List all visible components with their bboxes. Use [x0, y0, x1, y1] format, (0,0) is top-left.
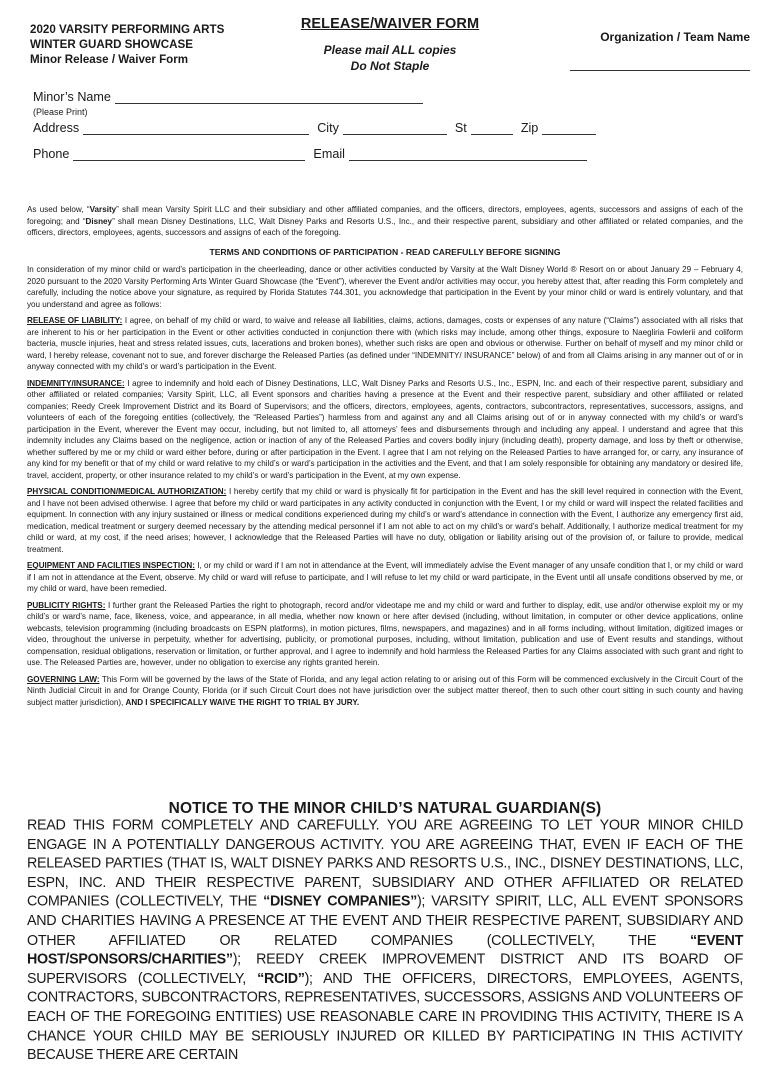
equipment-heading: EQUIPMENT AND FACILITIES INSPECTION: [27, 561, 195, 570]
notice-body [27, 816, 743, 1065]
publicity-text: I further grant the Released Parties the right to photograph, record and/or videotape me and my child or ward and further to display, edit, use and/or otherwise exploit my or my child’s or ward’s name, face, likeness, voice, and appearance, in all media, whether now known or here after devised (including, without limitation, in computer or other device applications, online webcasts, television programming (including broadcasts on ESPN platforms), in motion pictures, films, newspapers, and magazines) and in all forms including, without limitation, digitized images or video, throughout the universe in perpetuity, whether for advertising, publicity, or promotional purposes, including, without limitation, publication and use of Event results and standings, without compensation, residual obligations, reservation or limitation, or further approval, and I agree to indemnify and hold harmless the Released Parties for any Claims associated with such grant and right to use. The Released Parties are, however, under no obligation to exercise any rights granted herein. [27, 600, 743, 667]
header-form-type: Minor Release / Waiver Form [30, 53, 189, 66]
indemnity-section [27, 378, 743, 482]
notice-rcid: “RCID” [257, 970, 305, 987]
zip-field[interactable] [542, 123, 596, 135]
terms-heading: TERMS AND CONDITIONS OF PARTICIPATION - READ CAREFULLY BEFORE SIGNING [209, 247, 561, 257]
indemnity-heading: INDEMNITY/INSURANCE: [27, 378, 125, 388]
notice-title: NOTICE TO THE MINOR CHILD’S NATURAL GUARDIAN(S) [168, 800, 602, 817]
please-print-note: (Please Print) [33, 107, 88, 117]
release-section [27, 315, 743, 373]
varsity-term: Varsity [89, 205, 117, 214]
definitions-text-1: As used below, “ [27, 205, 90, 214]
header-event-subtitle: WINTER GUARD SHOWCASE [30, 38, 193, 51]
no-staple-note: Do Not Staple [350, 59, 430, 73]
state-field[interactable] [471, 123, 513, 135]
publicity-section [27, 600, 743, 669]
header-event-year-title: 2020 VARSITY PERFORMING ARTS [30, 23, 225, 36]
zip-label: Zip [520, 121, 539, 135]
email-field[interactable] [349, 149, 587, 161]
physical-text: I hereby certify that my child or ward is physically fit for participation in the Event and has the skill level required in connection with the Event, and I have not been advised otherwise. I agree that before my child or ward participates in any activity conducted in conjunction with the Event, I or my child or ward will inspect the related facilities and equipment. In connection with any injury sustained or illness or medical conditions experienced during my child’s or ward’s attendance in connection with the Event, I authorize any emergency first aid, medication, medical treatment or surgery deemed necessary by the attending medical personnel if I am not able to act on my child’s or ward’s behalf. Additionally, I authorize medical treatment for my child or ward, at my cost, if the need arises; however, I acknowledge that the Released Parties will have no duty, obligation or liability arising out of the provision of, or failure to provide, medical treatment. [27, 487, 743, 554]
notice-disney-companies: “DISNEY COMPANIES” [263, 893, 417, 911]
address-field[interactable] [83, 123, 309, 135]
city-field[interactable] [343, 123, 447, 135]
definitions-text-3: ” shall mean Disney Destinations, LLC, Walt Disney Parks and Resorts U.S., Inc., and their respective parent, subsidiary and other affiliated or related companies, and the officers, directors, employees, agents, successors and assigns of each of the foregoing. [27, 216, 743, 237]
address-label: Address [33, 121, 80, 135]
phone-label: Phone [33, 147, 70, 161]
header-form-title-block [270, 16, 510, 74]
minor-name-field[interactable] [115, 92, 423, 104]
form-title: RELEASE/WAIVER FORM [300, 16, 480, 32]
intro-paragraph: In consideration of my minor child or ward’s participation in the cheerleading, dance or other activities conducted by Varsity at the Walt Disney World ® Resort on or about January 29 – February 4, 2020 pursuant to the 2020 Varsity Performing Arts Winter Guard Showcase (the “Event”), wherever the Event and/or activities may occur, you hereby attest that, after reading this Form completely and carefully, including the notice above your signature, as required by Florida Statutes 744.301, you acknowledge that participation in the Event by your minor child or ward is entirely voluntary, and that you understand and agree as follows: [27, 265, 743, 309]
definitions-text-2: ” shall mean Varsity Spirit LLC and their subsidiary and other affiliated companies, and the officers, directors, employees, agents, successors and assigns of each of the foregoing; and “ [27, 205, 743, 226]
equipment-section [27, 560, 743, 595]
disney-term: Disney [85, 216, 113, 226]
state-label: St [454, 121, 467, 135]
notice-text-3: ); REEDY CREEK IMPROVEMENT DISTRICT AND ITS BOARD OF SUPERVISORS (COLLECTIVELY, [27, 951, 743, 987]
definitions-paragraph [27, 204, 743, 239]
publicity-heading: PUBLICITY RIGHTS: [27, 600, 106, 610]
governing-section [27, 674, 743, 709]
equipment-text: I, or my child or ward if I am not in attendance at the Event, will immediately advise the Event manager of any unsafe condition that I, or my child or ward if I am not in attendance at the Event, observe. My child or ward will refuse to participate, and I will refuse to let my child or ward participate, in the Event until all unsafe conditions observed by me, or my child or ward, have been remedied. [27, 561, 743, 593]
release-text: I agree, on behalf of my child or ward, to waive and release all liabilities, claims, actions, damages, costs or expenses of any nature (“Claims”) associated with all risks that are inherent to his or her participation in the Event or other activities conducted in conjunction there with (which risks may include, among other things, exposure to Naegliria Fowlerii and coliform bacteria, muscle injuries, heat and stress related issues, cuts, lacerations and broken bones), whether such risks are open and obvious or otherwise. Further on behalf of myself and my minor child or ward, I hereby release, covenant not to sue, and forever discharge the Released Parties (as defined under “INDEMNITY/ INSURANCE” below) of and from all Claims arising in any manner out of or in anyway connected with my child’s or ward’s participation in the Event. [27, 316, 743, 371]
minor-name-label: Minor’s Name [33, 90, 111, 104]
mail-copies-note: Please mail ALL copies [323, 43, 457, 57]
terms-body [27, 264, 743, 713]
organization-name-field[interactable] [570, 70, 750, 71]
notice-text-1: READ THIS FORM COMPLETELY AND CAREFULLY. YOU ARE AGREEING TO LET YOUR MINOR CHILD ENGAGE IN A POTENTIALLY DANGEROUS ACTIVITY. YOU ARE AGREEING THAT, EVEN IF EACH OF THE RELEASED PARTIES (THAT IS, WALT DISNEY PARKS AND RESORTS U.S., INC., DISNEY DESTINATIONS, LLC, ESPN, INC. AND THEIR RESPECTIVE PARENT, SUBSIDIARY AND OTHER AFFILIATED OR RELATED COMPANIES (COLLECTIVELY, THE [27, 817, 743, 911]
phone-email-row [33, 147, 595, 161]
indemnity-text: I agree to indemnify and hold each of Disney Destinations, LLC, Walt Disney Parks and Resorts U.S., Inc., ESPN, Inc. and each of their respective parent, subsidiary and other affiliated or related companies; Varsity Spirit, LLC, all Event sponsors and charities having a presence at the Event and their respective parent, subsidiary and other affiliated or related companies; Reedy Creek Improvement District and its Board of Supervisors; and the officers, directors, employees, agents, contractors, subcontractors, representatives, successors, assigns, and volunteers of each of the foregoing entities (collectively, the “Released Parties”) harmless from and against any and all Claims arising out of or in anyway connected with my child’s or ward’s participation in the Event, wherever the Event may occur, including, but not limited to, all attorneys’ fees and disbursements through and including any appeal. I understand and agree that this indemnity includes any Claims based on the negligence, action or inaction of any of the Released Parties and covers bodily injury (including death), property damage, and loss by theft or otherwise, whether suffered by me or my child or ward either before, during or after participation in the Event. I agree that I am not relying on the Released Parties to have arranged for, or carry, any insurance of any kind for my benefit or that of my child or ward relative to my child’s or ward’s participation in the activities and the Event, and that I am solely responsible for obtaining any mandatory or desired life, travel, accident, property, or other insurance related to my child’s or ward’s participation in the Event, at my own expense. [27, 378, 743, 480]
city-label: City [317, 121, 339, 135]
address-row [33, 121, 604, 135]
email-label: Email [313, 147, 345, 161]
release-heading: RELEASE OF LIABILITY: [27, 316, 123, 325]
governing-text: This Form will be governed by the laws of the State of Florida, and any legal action relating to or arising out of this Form will be commenced exclusively in the Circuit Court of the Ninth Judicial Circuit in and for Orange County, Florida (or if such Circuit Court does not have jurisdiction over the subject matter thereof, then to such other court sitting in such county and having subject matter jurisdiction), [27, 674, 743, 707]
header-event-info [30, 22, 224, 67]
physical-heading: PHYSICAL CONDITION/MEDICAL AUTHORIZATION: [27, 487, 227, 496]
phone-field[interactable] [73, 149, 305, 161]
physical-section [27, 486, 743, 555]
notice-text-2: ); VARSITY SPIRIT, LLC, ALL EVENT SPONSORS AND CHARITIES HAVING A PRESENCE AT THE EVENT AND THEIR RESPECTIVE PARENT, SUBSIDIARY AND OTHER AFFILIATED OR RELATED COMPANIES (COLLECTIVELY, THE [27, 893, 744, 949]
notice-event-host: “EVENT HOST/SPONSORS/CHARITIES” [27, 931, 743, 968]
minor-name-row [33, 90, 431, 104]
organization-label: Organization / Team Name [600, 30, 750, 44]
governing-heading: GOVERNING LAW: [27, 674, 100, 684]
notice-text-4: ); AND THE OFFICERS, DIRECTORS, EMPLOYEES, AGENTS, CONTRACTORS, SUBCONTRACTORS, REPRESENTATIVES, SUCCESSORS, ASSIGNS AND VOLUNTEERS OF EACH OF THE FOREGOING ENTITIES) USE REASONABLE CARE IN PROVIDING THIS ACTIVITY, THERE IS A CHANCE YOUR CHILD MAY BE SERIOUSLY INJURED OR KILLED BY PARTICIPATING IN THIS ACTIVITY BECAUSE THERE ARE CERTAIN [27, 970, 744, 1064]
organization-block [560, 30, 750, 71]
jury-waiver: AND I SPECIFICALLY WAIVE THE RIGHT TO TRIAL BY JURY. [125, 697, 360, 707]
mail-instructions [270, 42, 510, 74]
